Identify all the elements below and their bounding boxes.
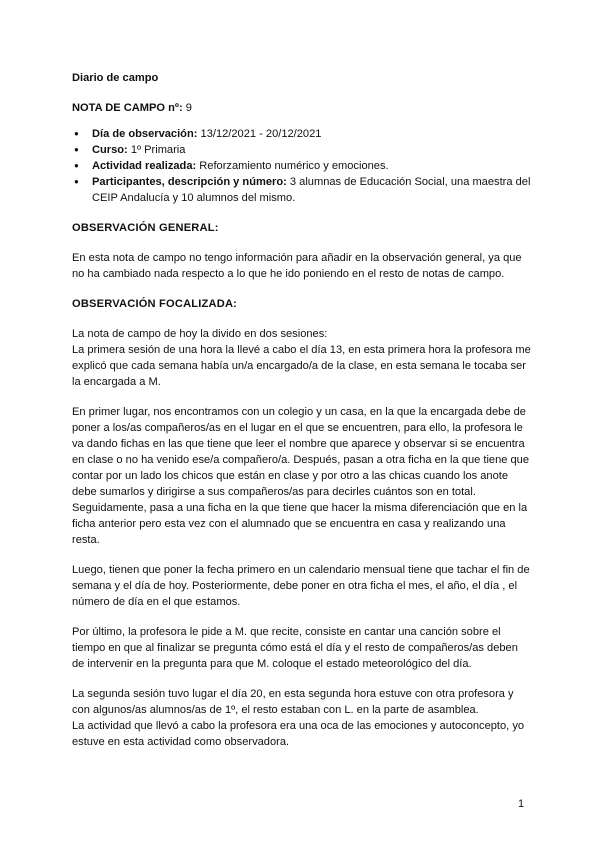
focal-paragraph: En primer lugar, nos encontramos con un colegio y un casa, en la que la encargada debe de poner a los/as compañeros/as en el lugar en el que se encuentren, para ello, la profesora le va dando fichas en las que tiene que leer el nombre que aparece y observar si se encuentra en clase o no ha venido ese/a compañero/a. Después, pasan a otra ficha en la que tiene que contar por un lado los chicos que están en clase y por otro a las chicas cuando los anote debe sumarlos y dirigirse a sus compañeros/as para decirles cuántos son en total. Seguidamente, pasa a una ficha en la que tiene que hacer la misma diferenciación que en la ficha anterior pero esta vez con el alumnado que se encuentra en casa y realizando una resta.	[72, 406, 530, 546]
document-title: Diario de campo	[72, 72, 159, 84]
general-text: En esta nota de campo no tengo información para añadir en la observación general, ya que no ha cambiado nada respecto a lo que he ido poniendo en el resto de notas de campo.	[72, 252, 522, 280]
meta-label: Actividad realizada:	[92, 160, 197, 172]
nota-label: NOTA DE CAMPO nº:	[72, 102, 183, 114]
meta-value: 13/12/2021 - 20/12/2021	[197, 128, 322, 140]
field-note-number	[72, 100, 532, 116]
focal-paragraph: La actividad que llevó a cabo la profesora era una oca de las emociones y autoconcepto, yo estuve en esta actividad como observadora.	[72, 720, 525, 748]
meta-item-activity	[92, 158, 532, 174]
page-number: 1	[518, 798, 525, 810]
focal-paragraph: La segunda sesión tuvo lugar el día 20, en esta segunda hora estuve con otra profesora y con algunos/as alumnos/as de 1º, el resto estaban con L. en la parte de asamblea.	[72, 688, 514, 716]
nota-value: 9	[182, 102, 192, 114]
meta-label: Día de observación:	[92, 128, 198, 140]
focal-paragraph: La nota de campo de hoy la divido en dos sesiones:	[72, 328, 328, 340]
meta-item-participants	[92, 174, 532, 206]
meta-value: 1º Primaria	[127, 144, 186, 156]
meta-label: Participantes, descripción y número:	[92, 176, 287, 188]
metadata-list	[72, 126, 532, 206]
meta-item-course	[92, 142, 532, 158]
meta-value: Reforzamiento numérico y emociones.	[196, 160, 389, 172]
focal-heading: OBSERVACIÓN FOCALIZADA:	[72, 298, 238, 310]
focal-paragraph: Por último, la profesora le pide a M. que recite, consiste en cantar una canción sobre el tiempo en que al finalizar se pregunta cómo está el día y el resto de compañeros/as deben de intervenir en la pregunta para que M. coloque el estado meteorológico del día.	[72, 626, 518, 670]
focal-paragraph: Luego, tienen que poner la fecha primero en un calendario mensual tiene que tachar el fin de semana y el día de hoy. Posteriormente, debe poner en otra ficha el mes, el año, el día , el número de día en el que estamos.	[72, 564, 530, 608]
meta-item-date	[92, 126, 532, 142]
general-heading: OBSERVACIÓN GENERAL:	[72, 222, 219, 234]
focal-paragraph: La primera sesión de una hora la llevé a cabo el día 13, en esta primera hora la profesora me explicó que cada semana había un/a encargado/a de la clase, en esta semana le tocaba ser la encargada a M.	[72, 344, 531, 388]
meta-label: Curso:	[92, 144, 128, 156]
document-page	[72, 70, 532, 750]
meta-value: 3 alumnas de Educación Social, una maestra del CEIP Andalucía y 10 alumnos del mismo.	[92, 176, 531, 204]
